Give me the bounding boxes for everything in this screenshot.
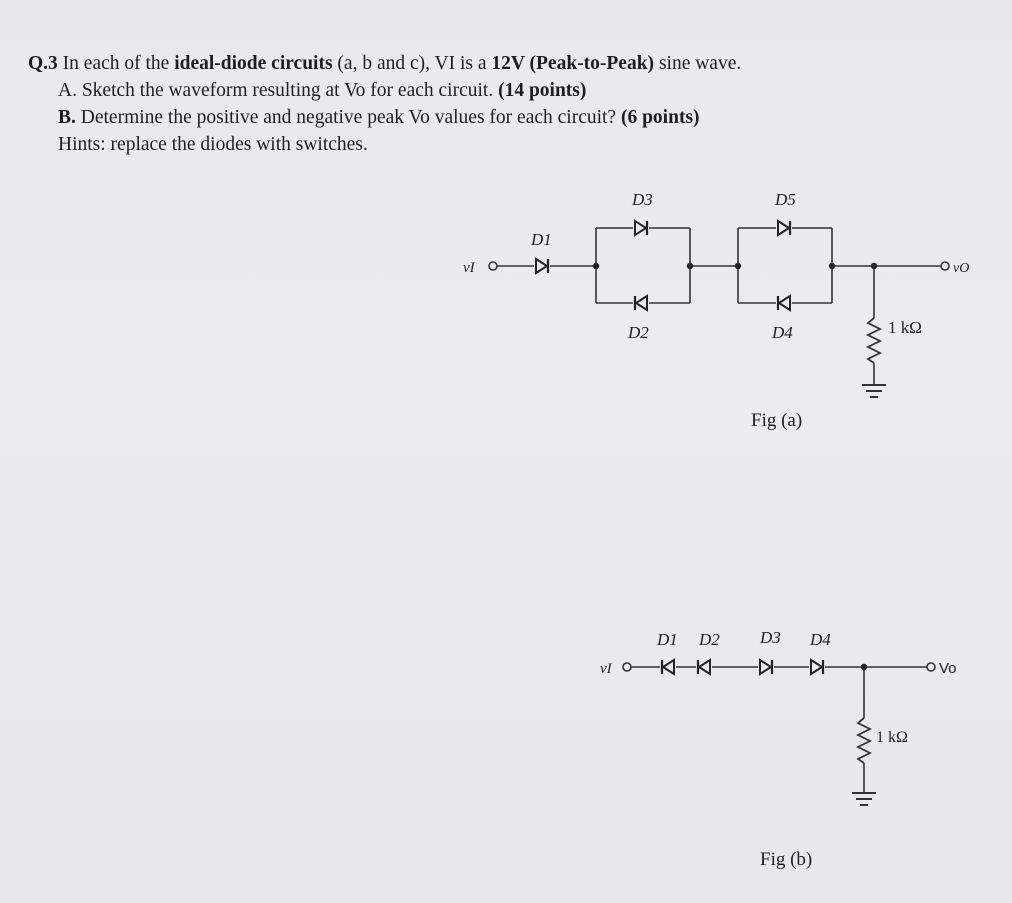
fig-b-label-d3: D3 <box>760 628 781 647</box>
fig-b-label-d1: D1 <box>657 630 678 649</box>
q-text: is a <box>455 53 492 74</box>
hint: Hints: replace the diodes with switches. <box>58 134 368 155</box>
fig-b-diode-d2-icon <box>698 660 710 674</box>
fig-a-label-d1: D1 <box>531 230 552 249</box>
fig-a-diode-d2-icon <box>635 296 647 310</box>
fig-a-diode-d1-icon <box>536 259 548 273</box>
fig-b-label-d2: D2 <box>699 630 720 649</box>
fig-a-input-terminal <box>489 262 497 270</box>
fig-a-label-d4: D4 <box>772 323 793 342</box>
part-b-label: B. <box>58 107 76 128</box>
q-bold: ideal-diode circuits <box>174 53 333 74</box>
fig-a-input-label: vI <box>463 260 475 276</box>
q-text: (a, b and c), <box>332 53 435 74</box>
fig-b-node <box>861 664 867 670</box>
fig-a-diode-d3-icon <box>635 221 647 235</box>
fig-a-diode-d4-icon <box>778 296 790 310</box>
fig-a-output-terminal <box>941 262 949 270</box>
fig-b-output-label: Vo <box>939 660 957 677</box>
q-text: In each of the <box>57 53 175 74</box>
question-number: Q.3 <box>28 53 58 74</box>
q-bold: 12V (Peak-to-Peak) <box>491 53 655 74</box>
fig-b-input-terminal <box>623 663 631 671</box>
fig-b-input-label: vI <box>600 661 612 677</box>
fig-b-diode-d4-icon <box>811 660 823 674</box>
fig-a-resistor-label: 1 kΩ <box>888 318 922 337</box>
fig-a-nodes <box>593 263 877 269</box>
fig-a-output-label: vO <box>953 261 970 276</box>
fig-a-label-d2: D2 <box>628 323 649 342</box>
fig-a-label-d3: D3 <box>632 190 653 209</box>
fig-a-diode-d5-icon <box>778 221 790 235</box>
q-vi: VI <box>434 53 456 74</box>
q-text: sine wave. <box>654 53 742 74</box>
fig-b-label-d4: D4 <box>810 630 831 649</box>
part-b-text: Determine the positive and negative peak Vo values for each circuit? <box>75 107 621 128</box>
fig-b-diode-d1-icon <box>662 660 674 674</box>
fig-b-diode-d3-icon <box>760 660 772 674</box>
fig-a-circuit <box>489 228 949 397</box>
fig-b-output-terminal <box>927 663 935 671</box>
part-a-points: (14 points) <box>498 80 587 101</box>
fig-a-caption: Fig (a) <box>751 410 803 431</box>
fig-a-label-d5: D5 <box>775 190 796 209</box>
fig-b-caption: Fig (b) <box>760 849 813 870</box>
part-a-text: A. Sketch the waveform resulting at Vo for each circuit. <box>58 80 499 101</box>
fig-b-resistor-label: 1 kΩ <box>876 729 908 746</box>
part-b-points: (6 points) <box>620 107 700 128</box>
